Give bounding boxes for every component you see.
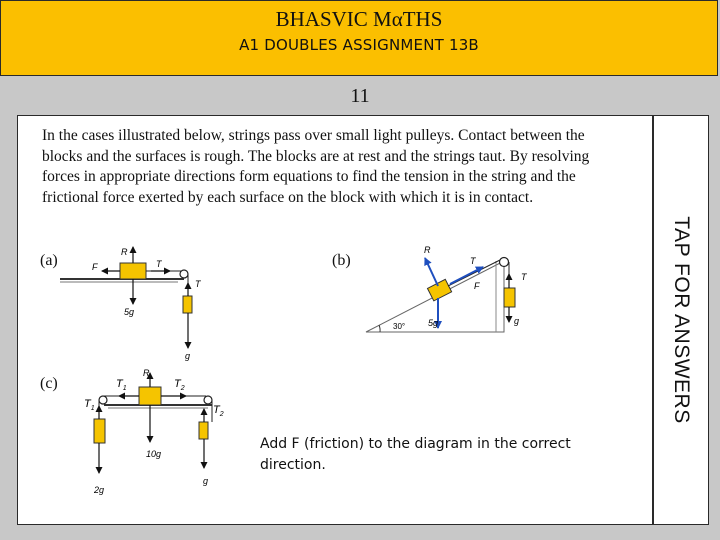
c-T1-left-label: $T_1$: [84, 398, 95, 412]
tap-for-answers-button[interactable]: [653, 115, 709, 525]
c-10g-label: 10g: [146, 449, 162, 459]
a-F-label: F: [92, 262, 98, 272]
c-g-label: g: [203, 476, 209, 486]
diagram-a: [60, 247, 202, 361]
b-R-label: R: [424, 245, 431, 255]
question-card: [17, 115, 653, 525]
a-g-label: g: [185, 351, 191, 361]
diagram-a-label: (a): [40, 252, 58, 269]
a-T-hanging-label: T: [195, 279, 201, 289]
b-angle-label: 30°: [393, 322, 406, 331]
b-g-label: g: [514, 316, 520, 326]
c-T2-right-label: $T_2$: [213, 404, 224, 418]
header-banner: [0, 0, 718, 76]
friction-note: Add F (friction) to the diagram in the correct direction.: [260, 436, 571, 473]
c-R-label: R: [143, 368, 150, 378]
diagram-c-label: (c): [40, 375, 58, 392]
b-F-label: F: [474, 281, 480, 291]
b-T-label: T: [470, 256, 476, 266]
a-T-label: T: [156, 259, 162, 269]
diagram-c: [84, 368, 224, 495]
question-text: In the cases illustrated below, strings pass over small light pulleys. Contact between the blocks and the surfaces is rough. The blocks are at rest and the strings taut. By resolving forces in appropriate directions form equations to find the tension in the string and the frictional force exerted by each surface on the block with which it is in contact.: [42, 127, 590, 206]
a-R-label: R: [121, 247, 128, 257]
c-T2-label: $T_2$: [174, 378, 185, 392]
header-subtitle: A1 DOUBLES ASSIGNMENT 13B: [239, 36, 479, 54]
tap-for-answers-label: TAP FOR ANSWERS: [670, 216, 693, 424]
diagram-b-label: (b): [332, 252, 351, 269]
b-T-hanging-label: T: [521, 272, 527, 282]
slide-number: 11: [350, 85, 370, 107]
a-5g-label: 5g: [124, 307, 135, 317]
c-2g-label: 2g: [94, 485, 105, 495]
c-T1-label: $T_1$: [116, 378, 127, 392]
diagram-b: [366, 245, 528, 332]
b-5g-label: 5g: [428, 318, 439, 328]
header-title: BHASVIC MαTHS: [275, 7, 443, 31]
